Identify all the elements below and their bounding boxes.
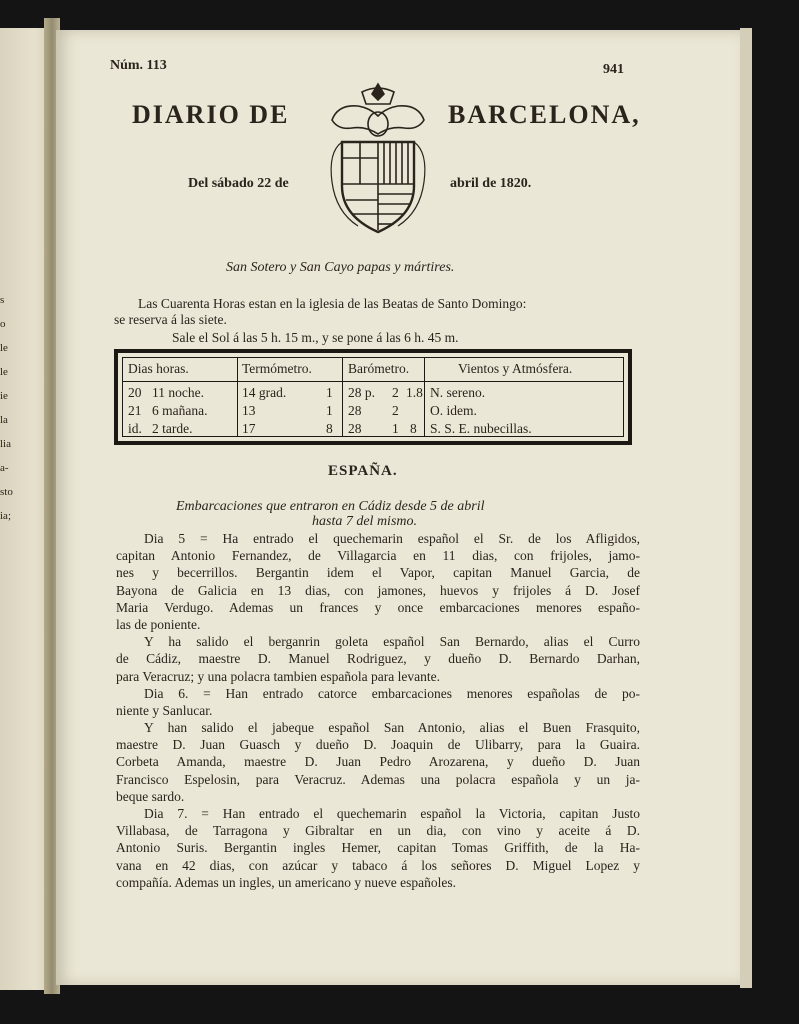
body-line: Antonio Suris. Bergantin ingles Hemer, capitan Tomas Griffith, de la Ha- [116, 840, 640, 856]
weather-wind: N. sereno. [430, 385, 486, 400]
body-line: las de poniente. [116, 616, 201, 632]
weather-baro-f: 8 [410, 421, 417, 436]
issue-date-right: abril de 1820. [450, 176, 532, 191]
forty-hours-line-2: se reserva á las siete. [114, 312, 227, 327]
fragment: le [0, 342, 8, 354]
left-page-fragments [0, 288, 20, 528]
weather-header-barometer: Barómetro. [348, 361, 410, 376]
weather-baro-l: 2 [392, 403, 399, 418]
fragment: la [0, 414, 8, 426]
weather-day: id. [128, 421, 142, 436]
article-body [116, 530, 640, 891]
weather-therm: 17 [242, 421, 256, 436]
masthead-title-right: BARCELONA, [448, 100, 641, 129]
weather-baro-p: 28 p. [348, 385, 375, 400]
body-line: Y ha salido el berganrin goleta español San Bernardo, alias el Curro [144, 634, 640, 650]
weather-table [114, 349, 632, 445]
weather-therm-frac: 1 [326, 385, 333, 400]
weather-baro-l: 1 [392, 421, 399, 436]
body-line: Dia 5 = Ha entrado el quechemarin español el Sr. de los Afligidos, [144, 531, 640, 546]
fragment: lia [0, 438, 11, 450]
weather-day: 21 [128, 403, 142, 418]
weather-baro-p: 28 [348, 421, 362, 436]
fragment: le [0, 366, 8, 378]
fragment: a- [0, 462, 9, 474]
body-line: capitan Antonio Fernandez, de Villagarcia en 11 dias, con frijoles, jamo- [116, 548, 640, 564]
body-line: nes y becerrillos. Bergantin idem el Vapor, capitan Manuel Garcia, de [116, 565, 640, 581]
page-edge [740, 28, 752, 988]
body-line: Corbeta Amanda, maestre D. Juan Pedro Arozarena, y dueño D. Juan [116, 754, 640, 770]
weather-wind: O. idem. [430, 403, 477, 418]
body-line: Bayona de Galicia en 13 dias, con jamones, huevos y frijoles á D. Josef [116, 582, 640, 598]
body-line: compañía. Ademas un ingles, un americano y nueve españoles. [116, 874, 457, 890]
sun-times: Sale el Sol á las 5 h. 15 m., y se pone á las 6 h. 45 m. [172, 330, 459, 345]
body-line: para Veracruz; y una polacra tambien española para levante. [116, 668, 440, 684]
fragment: o [0, 318, 6, 330]
body-line: maestre D. Juan Guasch y dueño D. Joaquin de Ulibarry, para la Guaira. [116, 737, 640, 753]
fragment: s [0, 294, 5, 306]
fragment: ie [0, 390, 8, 402]
article-subtitle-line-1: Embarcaciones que entraron en Cádiz desde 5 de abril [176, 499, 485, 514]
weather-baro-l: 2 [392, 385, 399, 400]
weather-therm-frac: 8 [326, 421, 333, 436]
fragment: sto [0, 486, 13, 498]
weather-header-winds: Vientos y Atmósfera. [458, 361, 573, 376]
weather-baro-f: 1.8 [406, 385, 423, 400]
forty-hours-line-1: Las Cuarenta Horas estan en la iglesia de las Beatas de Santo Domingo: [138, 296, 527, 311]
weather-hour: 6 mañana. [152, 403, 208, 418]
weather-therm: 13 [242, 403, 256, 418]
fragment: ia; [0, 510, 11, 522]
page-number: 941 [603, 62, 624, 77]
body-line: Francisco Espelosin, para Veracruz. Ademas una polacra española y un ja- [116, 771, 640, 787]
body-line: Maria Verdugo. Ademas un frances y once embarcaciones menores españo- [116, 599, 640, 615]
weather-day: 20 [128, 385, 142, 400]
weather-header-thermometer: Termómetro. [242, 361, 312, 376]
issue-number: Núm. 113 [110, 58, 167, 73]
weather-therm-frac: 1 [326, 403, 333, 418]
issue-date-left: Del sábado 22 de [188, 176, 289, 191]
article-subtitle-line-2: hasta 7 del mismo. [312, 514, 417, 529]
body-line: Y han salido el jabeque español San Antonio, alias el Buen Frasquito, [144, 720, 640, 736]
weather-header-days: Dias horas. [128, 361, 189, 376]
coat-of-arms-icon [318, 80, 438, 242]
body-line: vana en 42 dias, con azúcar y tabaco á los señores D. Miguel Lopez y [116, 857, 640, 873]
weather-therm: 14 grad. [242, 385, 287, 400]
body-line: Villabasa, de Tarragona y Gibraltar en un dia, con vino y aceite á D. [116, 823, 640, 839]
masthead-title-left: DIARIO DE [132, 100, 290, 129]
saints-of-the-day: San Sotero y San Cayo papas y mártires. [226, 260, 455, 275]
weather-wind: S. S. E. nubecillas. [430, 421, 532, 436]
body-line: Dia 7. = Han entrado el quechemarin español la Victoria, capitan Justo [144, 806, 640, 821]
section-title: ESPAÑA. [328, 463, 398, 479]
weather-hour: 11 noche. [152, 385, 204, 400]
weather-baro-p: 28 [348, 403, 362, 418]
weather-hour: 2 tarde. [152, 421, 193, 436]
body-line: Dia 6. = Han entrado catorce embarcaciones menores españolas de po- [144, 685, 640, 701]
body-line: beque sardo. [116, 788, 185, 804]
body-line: niente y Sanlucar. [116, 702, 213, 718]
body-line: de Cádiz, maestre D. Manuel Rodriguez, y dueño D. Bernardo Darhan, [116, 651, 640, 667]
